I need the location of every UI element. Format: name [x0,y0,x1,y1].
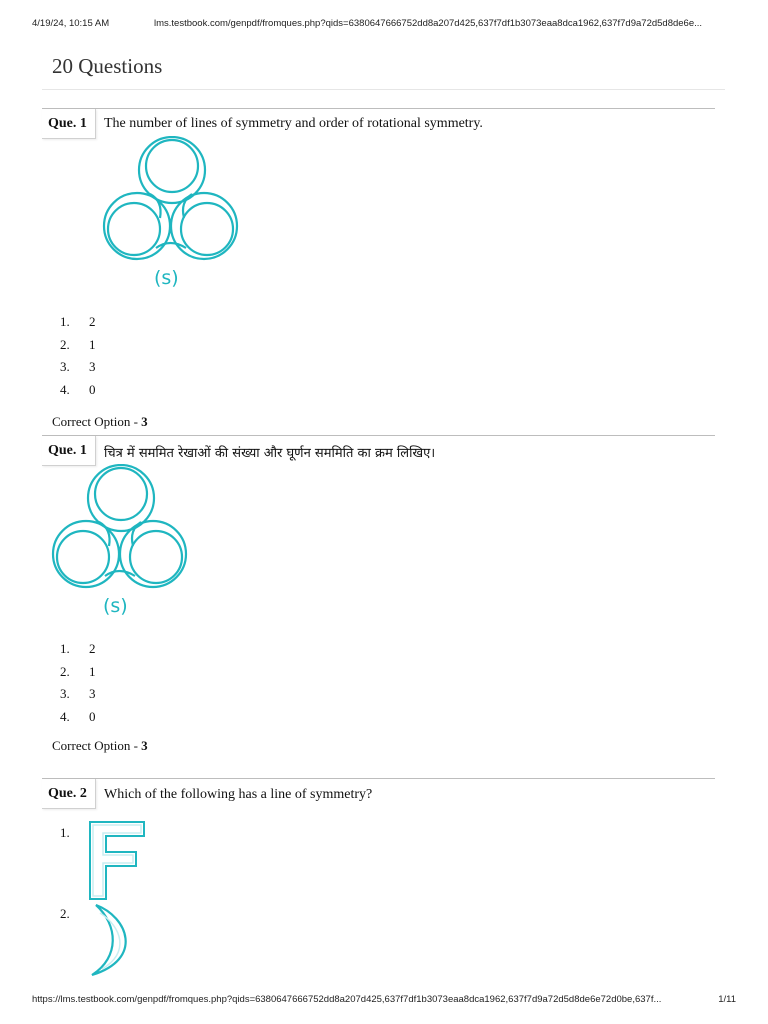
correct-option: Correct Option - 3 [52,738,148,753]
crescent-figure [86,903,142,982]
three-rings-icon [98,136,243,291]
footer-url: https://lms.testbook.com/genpdf/fromques.php?qids=6380647666752dd8a207d425,637f7df1b3073eaa8dca1962,637f7d9a72d5d8de6e72d0be,637f... [32,994,662,1005]
question-label: Que. 1 [42,436,96,466]
figure-caption: (s) [103,595,128,617]
option-item: 4. 0 [60,381,96,397]
print-url: lms.testbook.com/genpdf/fromques.php?qids=6380647666752dd8a207d425,637f7df1b3073eaa8dca1962,637f7d9a72d5d8de6e... [154,18,703,29]
correct-value: 3 [141,738,148,753]
print-date: 4/19/24, 10:15 AM [32,18,110,29]
question-text: Which of the following has a line of symmetry? [104,787,373,802]
question-divider [42,435,715,436]
page-title: 20 Questions [52,54,163,78]
letter-f-icon [88,820,150,902]
page-number: 1/11 [718,994,736,1005]
letter-f-figure [88,820,150,907]
question-divider [42,108,715,109]
circles-figure [47,464,192,624]
option-item: 2. 1 [60,663,96,679]
crescent-icon [86,903,142,977]
circles-figure [98,136,243,296]
figure-caption: (s) [154,267,179,289]
question-label: Que. 1 [42,109,96,139]
option-item: 2. 1 [60,336,96,352]
option-list [60,641,96,731]
option-item: 3. 3 [60,359,96,374]
title-divider [42,89,725,90]
three-rings-icon [47,464,192,619]
option-item: 1. 2 [60,314,96,329]
option-number: 2. [60,906,70,921]
question-label: Que. 2 [42,779,96,809]
option-number: 1. [60,825,70,840]
option-list [60,314,96,404]
option-item: 3. 3 [60,686,96,701]
question-text: The number of lines of symmetry and order of rotational symmetry. [104,116,483,131]
question-text: चित्र में सममित रेखाओं की संख्या और घूर्णन सममिति का क्रम लिखिए। [104,446,436,461]
correct-option: Correct Option - 3 [52,414,148,429]
option-item: 1. 2 [60,641,96,656]
correct-value: 3 [141,414,148,429]
question-divider [42,778,715,779]
option-item: 4. 0 [60,708,96,724]
